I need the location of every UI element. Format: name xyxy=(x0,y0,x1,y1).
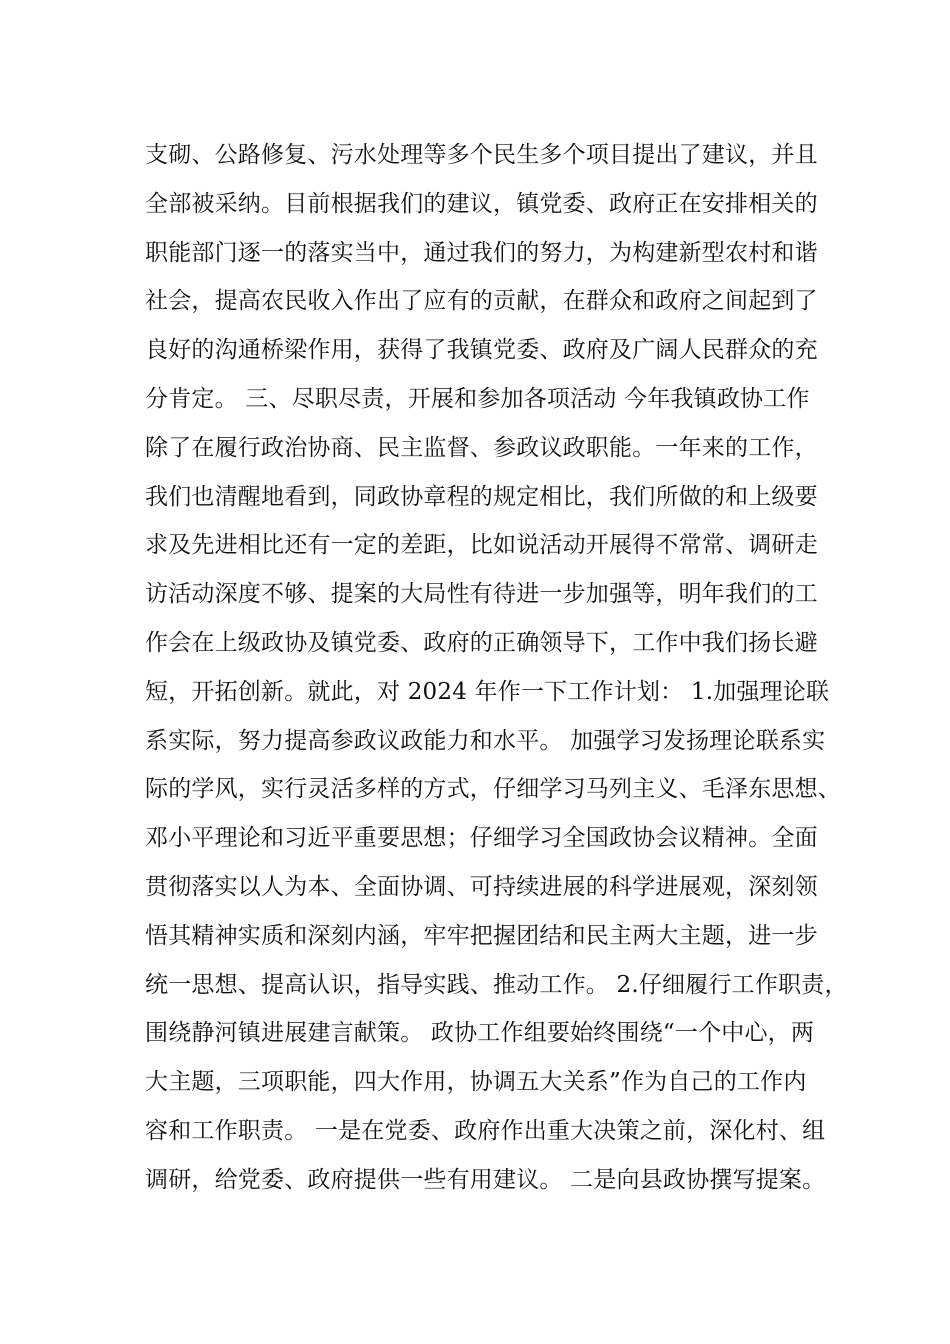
body-text xyxy=(145,131,848,1205)
text-line-3: 职能部门逐一的落实当中，通过我们的努力，为构建新型农村和谐 xyxy=(145,239,818,266)
text-line-20: 大主题，三项职能，四大作用，协调五大关系”作为自己的工作内 xyxy=(145,1069,807,1096)
text-line-22: 调研，给党委、政府提供一些有用建议。 二是向县政协撰写提案。 xyxy=(145,1166,826,1193)
text-line-13: 系实际，努力提高参政议政能力和水平。 加强学习发扬理论联系实 xyxy=(145,727,826,754)
text-line-11: 作会在上级政协及镇党委、政府的正确领导下，工作中我们扬长避 xyxy=(145,629,818,656)
text-line-9: 求及先进相比还有一定的差距，比如说活动开展得不常常、调研走 xyxy=(145,532,818,559)
text-line-15: 邓小平理论和习近平重要思想；仔细学习全国政协会议精神。全面 xyxy=(145,825,818,852)
text-line-12: 短，开拓创新。就此，对 2024 年作一下工作计划： 1.加强理论联 xyxy=(145,678,830,705)
text-line-18: 统一思想、提高认识，指导实践、推动工作。 2.仔细履行工作职责， xyxy=(145,971,848,998)
text-line-2: 全部被采纳。目前根据我们的建议，镇党委、政府正在安排相关的 xyxy=(145,190,818,217)
text-line-21: 容和工作职责。 一是在党委、政府作出重大决策之前，深化村、组 xyxy=(145,1117,826,1144)
text-line-1: 支砌、公路修复、污水处理等多个民生多个项目提出了建议，并且 xyxy=(145,142,818,168)
text-line-8: 我们也清醒地看到，同政协章程的规定相比，我们所做的和上级要 xyxy=(145,483,818,510)
text-line-10: 访活动深度不够、提案的大局性有待进一步加强等，明年我们的工 xyxy=(145,581,818,608)
text-line-14: 际的学风，实行灵活多样的方式，仔细学习马列主义、毛泽东思想、 xyxy=(145,776,841,803)
text-line-7: 除了在履行政治协商、民主监督、参政议政职能。一年来的工作， xyxy=(145,434,818,461)
text-line-4: 社会，提高农民收入作出了应有的贡献，在群众和政府之间起到了 xyxy=(145,288,818,315)
text-line-17: 悟其精神实质和深刻内涵，牢牢把握团结和民主两大主题，进一步 xyxy=(145,922,818,949)
text-line-5: 良好的沟通桥梁作用，获得了我镇党委、政府及广阔人民群众的充 xyxy=(145,337,818,364)
text-line-6: 分肯定。 三、尽职尽责，开展和参加各项活动 今年我镇政协工作 xyxy=(145,385,810,412)
text-line-16: 贯彻落实以人为本、全面协调、可持续进展的科学进展观，深刻领 xyxy=(145,873,818,900)
text-line-19: 围绕静河镇进展建言献策。 政协工作组要始终围绕“一个中心，两 xyxy=(145,1020,815,1047)
